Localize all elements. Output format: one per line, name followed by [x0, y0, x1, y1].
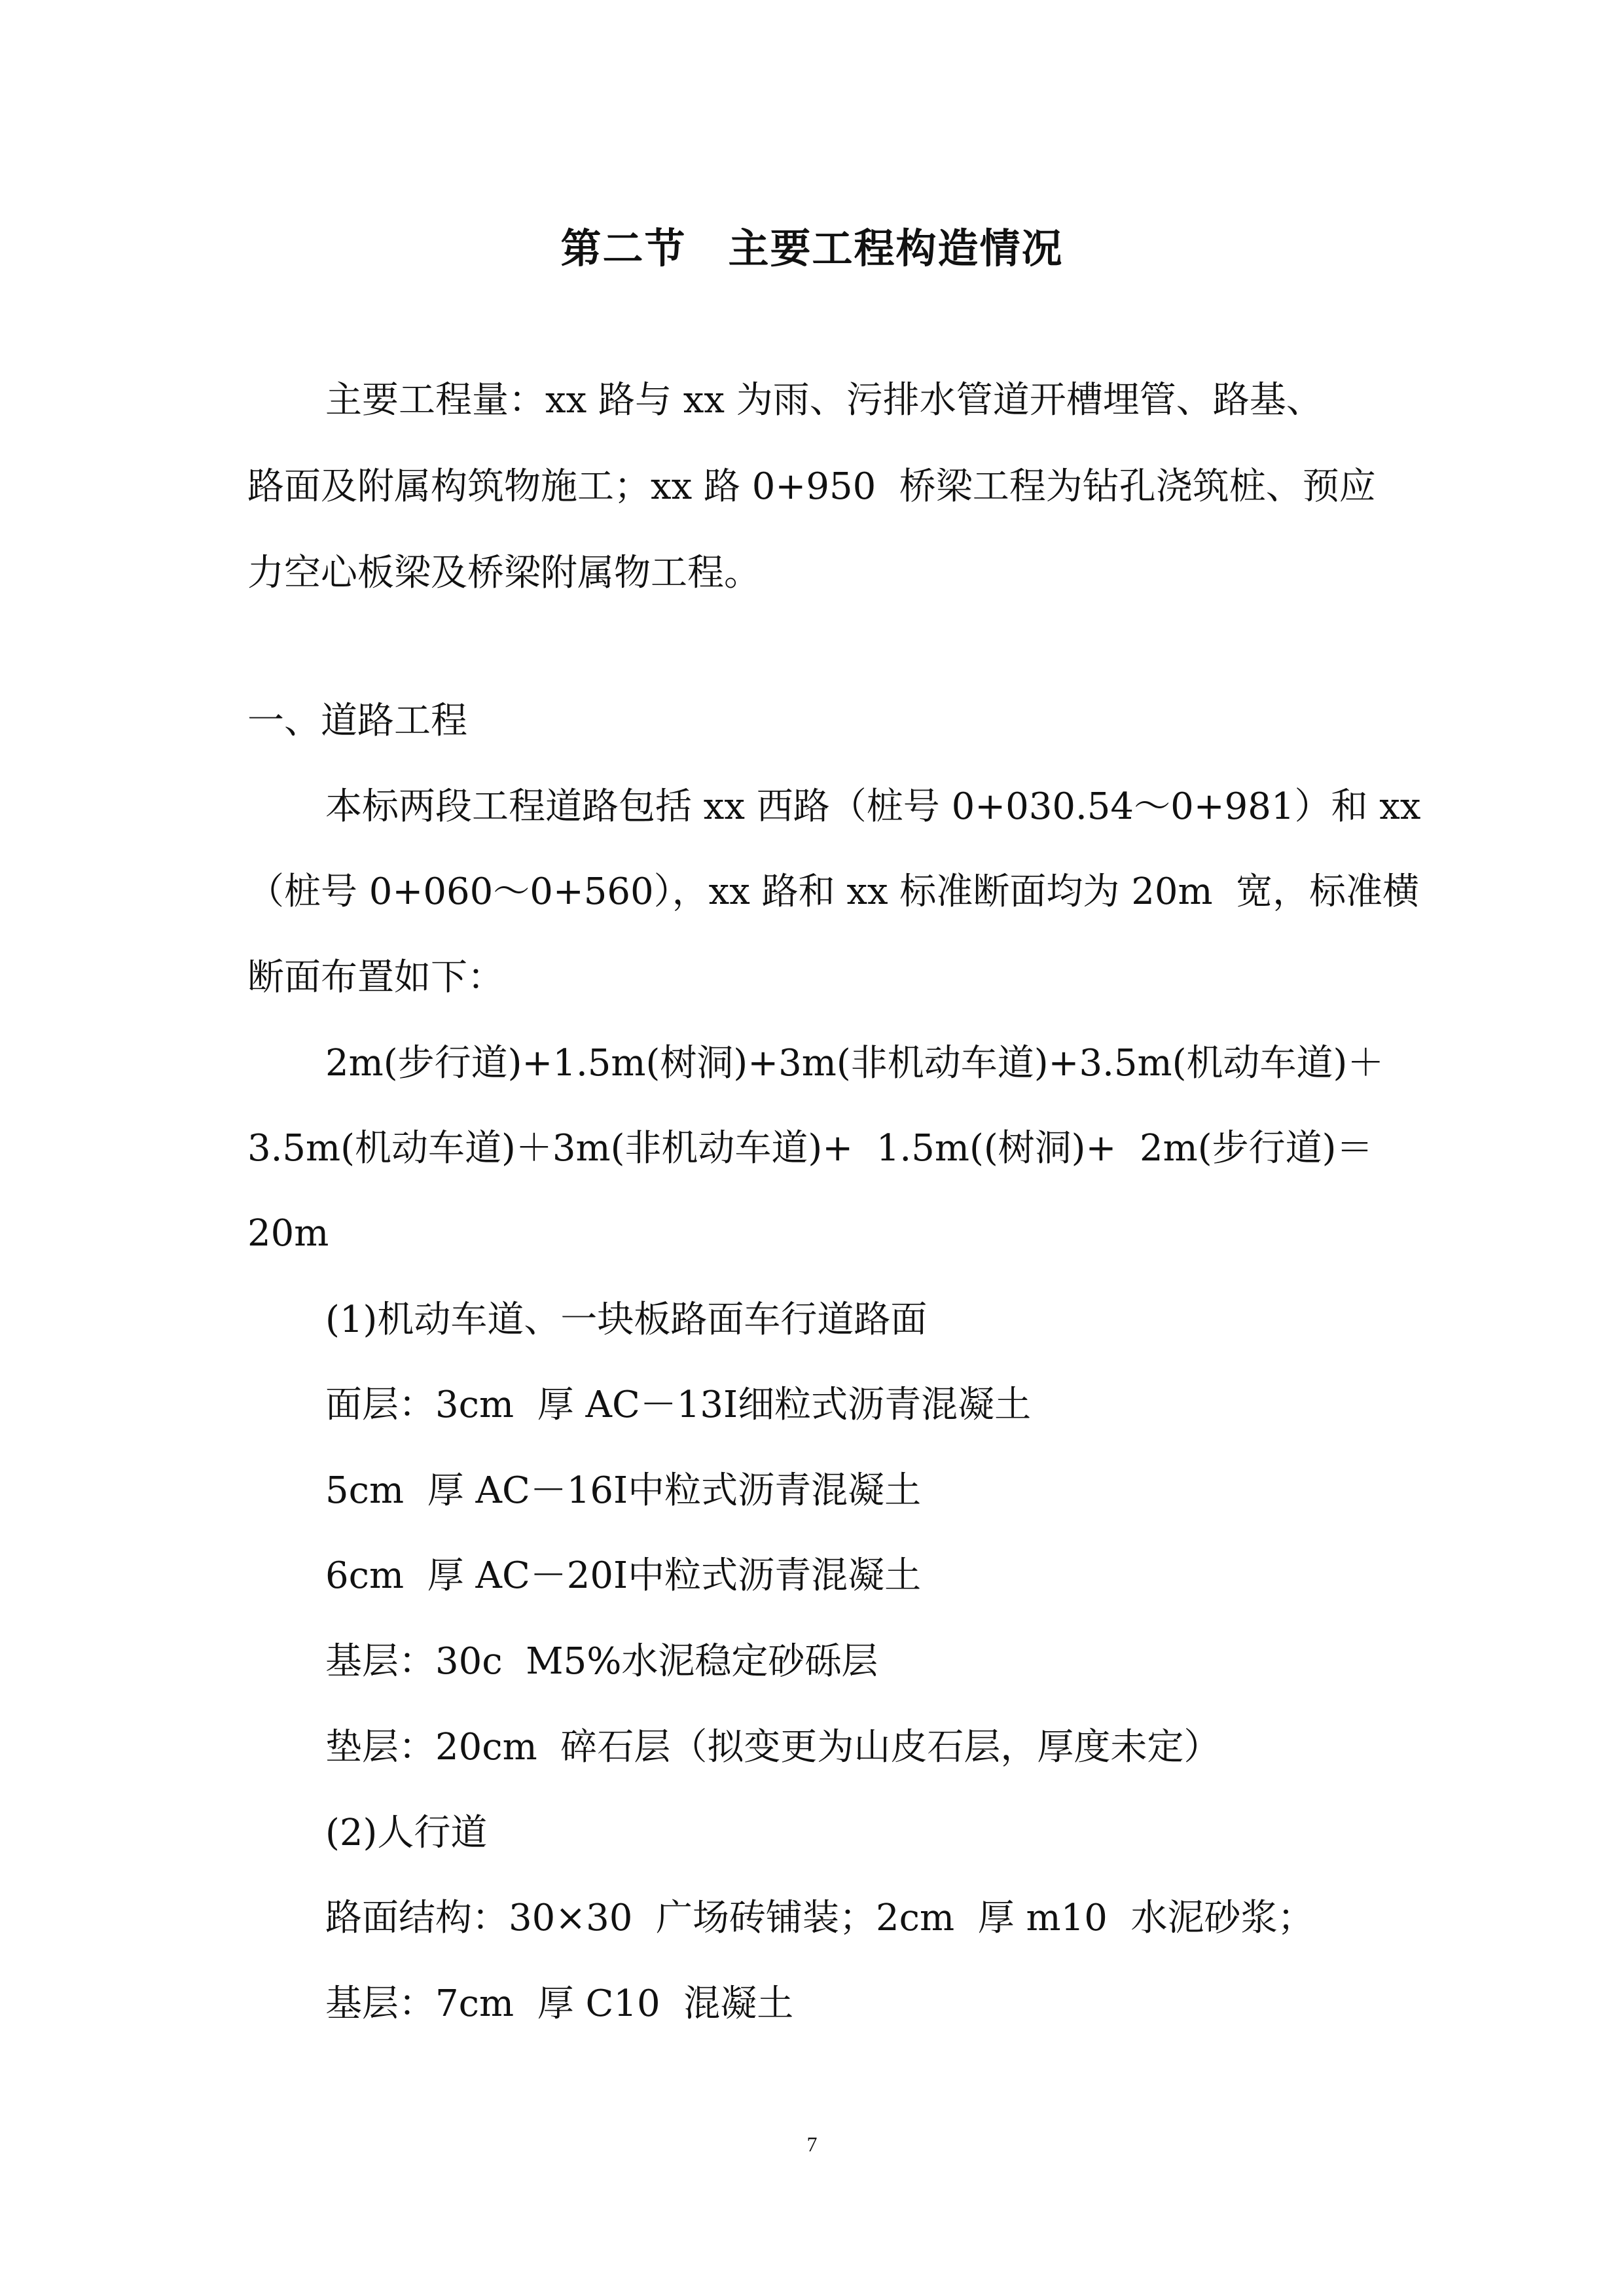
cross-section-formula-line-1: 2m(步行道)+1.5m(树洞)+3m(非机动车道)+3.5m(机动车道)＋ [325, 1042, 1384, 1085]
sidewalk-base: 基层：7cm 厚 C10 混凝土 [325, 1982, 794, 2025]
pavement-layer-1: 面层：3cm 厚 AC－13Ⅰ细粒式沥青混凝土 [325, 1384, 1032, 1426]
pavement-layer-2: 5cm 厚 AC－16Ⅰ中粒式沥青混凝土 [325, 1469, 922, 1512]
intro-line-3: 力空心板梁及桥梁附属物工程。 [247, 552, 761, 594]
road-para-line-2: （桩号 0+060～0+560），xx 路和 xx 标准断面均为 20m 宽，标准横 [247, 870, 1420, 913]
cross-section-formula-line-2: 3.5m(机动车道)＋3m(非机动车道)+ 1.5m((树洞)+ 2m(步行道)＝ [247, 1127, 1373, 1170]
road-para-line-3: 断面布置如下： [247, 956, 504, 999]
cushion-layer: 垫层：20cm 碎石层（拟变更为山皮石层，厚度未定） [325, 1726, 1221, 1768]
subsection-heading-motorway: (1)机动车道、一块板路面车行道路面 [325, 1299, 928, 1341]
intro-line-2: 路面及附属构筑物施工；xx 路 0+950 桥梁工程为钻孔浇筑桩、预应 [247, 465, 1376, 508]
cross-section-formula-line-3: 20m [247, 1212, 329, 1255]
road-para-line-1: 本标两段工程道路包括 xx 西路（桩号 0+030.54～0+981）和 xx [325, 785, 1421, 828]
base-layer: 基层：30c M5%水泥稳定砂砾层 [325, 1640, 878, 1683]
sidewalk-structure: 路面结构：30×30 广场砖铺装；2cm 厚 m10 水泥砂浆； [325, 1897, 1314, 1939]
intro-line-1: 主要工程量：xx 路与 xx 为雨、污排水管道开槽埋管、路基、 [325, 379, 1323, 422]
section-title: 第二节 主要工程构造情况 [560, 224, 1064, 272]
section-heading-road: 一、道路工程 [247, 700, 467, 742]
pavement-layer-3: 6cm 厚 AC－20Ⅰ中粒式沥青混凝土 [325, 1554, 922, 1597]
subsection-heading-sidewalk: (2)人行道 [325, 1812, 488, 1854]
page-number: 7 [806, 2132, 818, 2156]
